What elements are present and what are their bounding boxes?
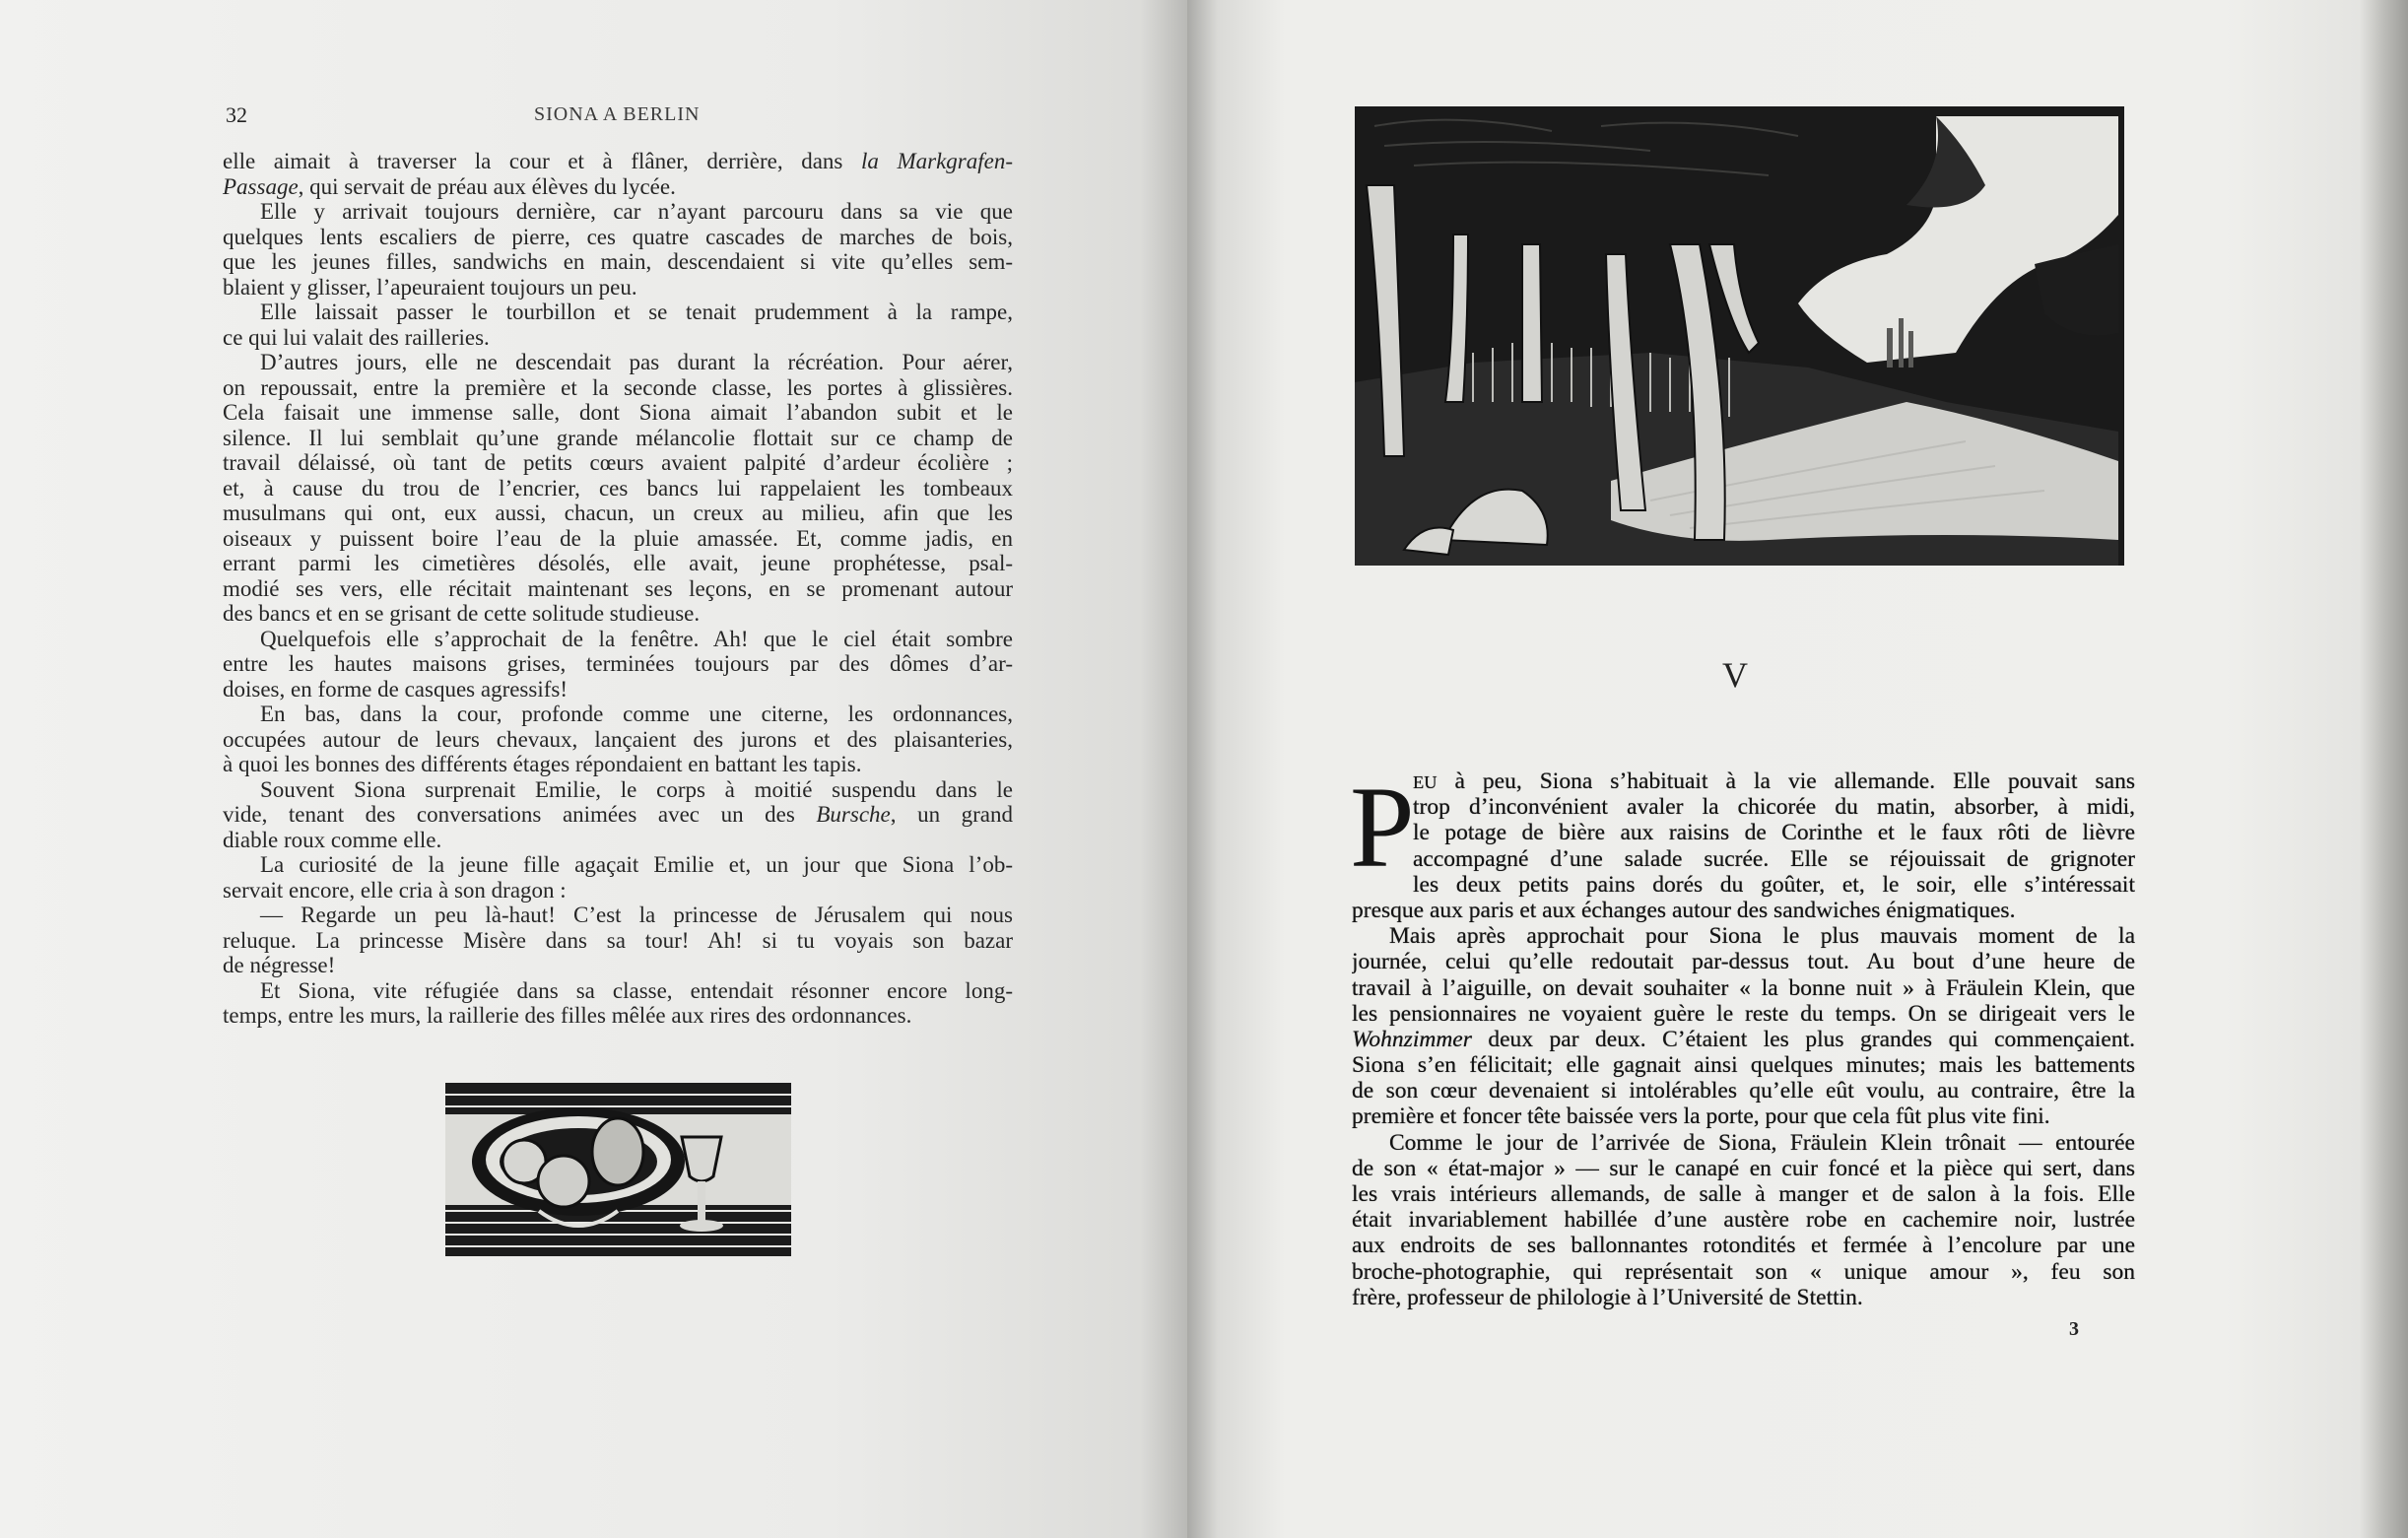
text-line xyxy=(223,627,1013,652)
text-line xyxy=(223,526,1013,552)
text-segment: Quelquefois elle s’approchait de la fenêtre. Ah! que le ciel était sombre xyxy=(260,626,1013,651)
text-segment: frère, professeur de philologie à l’Université de Stettin. xyxy=(1352,1284,1863,1310)
text-segment: broche-photographie, qui représentait son « unique amour », feu son xyxy=(1352,1258,2135,1285)
text-line xyxy=(223,476,1013,502)
text-segment: , qui servait de préau aux élèves du lycée. xyxy=(298,173,676,199)
text-segment: le potage de bière aux raisins de Corinthe et le faux rôti de lièvre xyxy=(1413,820,2135,846)
text-line xyxy=(223,903,1013,928)
text-segment: première et foncer tête baissée vers la porte, pour que cela fût plus vite fini. xyxy=(1352,1103,2050,1130)
text-line xyxy=(223,225,1013,250)
text-segment: Souvent Siona surprenait Emilie, le corps à moitié suspendu dans le xyxy=(260,776,1013,802)
text-segment: que les jeunes filles, sandwichs en main, descendaient si vite qu’elles sem- xyxy=(223,249,1013,274)
text-line xyxy=(223,325,1013,351)
text-segment: servait encore, elle cria à son dragon : xyxy=(223,877,567,903)
text-line xyxy=(223,928,1013,954)
text-segment: modié ses vers, elle récitait maintenant ses leçons, en se promenant autour xyxy=(223,575,1013,601)
right-page-body-text xyxy=(1350,763,2135,1310)
text-line xyxy=(223,878,1013,903)
text-line xyxy=(1352,1052,2135,1078)
text-line xyxy=(223,375,1013,401)
text-segment: Siona s’en félicitait; elle gagnait ainsi quelques minutes; mais les battements xyxy=(1352,1052,2135,1079)
text-segment: doises, en forme de casques agressifs! xyxy=(223,676,568,702)
text-segment: à quoi les bonnes des différents étages répondaient en battant les tapis. xyxy=(223,752,862,776)
text-line xyxy=(1352,898,2135,923)
text-segment: La curiosité de la jeune fille agaçait Emilie et, un jour que Siona l’ob- xyxy=(260,852,1013,877)
text-segment: journée, celui qu’elle redoutait par-dessus tout. Au bout d’une heure de xyxy=(1352,949,2135,975)
still-life-woodcut xyxy=(445,1083,791,1256)
text-line xyxy=(223,174,1013,200)
text-line xyxy=(1352,769,2135,794)
text-line xyxy=(223,199,1013,225)
text-line xyxy=(223,551,1013,576)
text-line xyxy=(1352,1001,2135,1027)
text-line xyxy=(1352,872,2135,898)
text-line xyxy=(1352,1156,2135,1181)
text-line xyxy=(1352,1027,2135,1052)
text-segment: était invariablement habillée d’une austère robe en cachemire noir, lustrée xyxy=(1352,1207,2135,1234)
text-segment: ce qui lui valait des railleries. xyxy=(223,324,490,350)
text-line xyxy=(223,777,1013,803)
text-line xyxy=(223,426,1013,451)
text-segment: diable roux comme elle. xyxy=(223,827,442,852)
text-segment: de son cœur devenaient si intolérables qu’elle eût voulu, au contraire, être la xyxy=(1352,1078,2135,1104)
running-head: SIONA A BERLIN xyxy=(534,103,701,125)
text-line xyxy=(1352,1259,2135,1285)
text-line xyxy=(1352,1233,2135,1258)
text-line xyxy=(1352,1181,2135,1207)
text-line xyxy=(1352,923,2135,949)
text-line xyxy=(223,852,1013,878)
text-segment: occupées autour de leurs chevaux, lançaient des jurons et des plaisanteries, xyxy=(223,726,1013,752)
text-segment: , un grand xyxy=(890,802,1013,827)
text-line xyxy=(223,450,1013,476)
text-segment: Et Siona, vite réfugiée dans sa classe, entendait résonner encore long- xyxy=(260,977,1013,1003)
text-line xyxy=(223,249,1013,275)
text-line xyxy=(1352,1285,2135,1310)
text-line xyxy=(223,978,1013,1004)
page-number: 32 xyxy=(226,102,247,127)
text-line xyxy=(1352,820,2135,845)
text-segment: temps, entre les murs, la raillerie des filles mêlée aux rires des ordonnances. xyxy=(223,1003,912,1028)
text-segment: Cela faisait une immense salle, dont Siona aimait l’abandon subit et le xyxy=(223,400,1013,425)
text-segment: les deux petits pains dorés du goûter, et, le soir, elle s’intéressait xyxy=(1413,871,2135,898)
italic-text: Wohnzimmer xyxy=(1352,1026,1472,1052)
text-segment: quelques lents escaliers de pierre, ces quatre cascades de marches de bois, xyxy=(223,224,1013,249)
text-segment: des bancs et en se grisant de cette solitude studieuse. xyxy=(223,601,701,626)
text-segment: et, à cause du trou de l’encrier, ces bancs lui rappelaient les tombeaux xyxy=(223,475,1013,501)
text-segment: deux par deux. C’étaient les plus grandes qui commençaient. xyxy=(1471,1026,2135,1052)
text-segment: accompagné d’une salade sucrée. Elle se réjouissait de grignoter xyxy=(1413,845,2135,872)
text-segment: travail à l’aiguille, on devait souhaiter « la bonne nuit » à Fräulein Klein, que xyxy=(1352,974,2135,1001)
text-segment: Elle y arrivait toujours dernière, car n’ayant parcouru dans sa vie que xyxy=(260,199,1013,224)
text-line xyxy=(1352,1078,2135,1103)
text-line xyxy=(223,501,1013,526)
text-segment: En bas, dans la cour, profonde comme une citerne, les ordonnances, xyxy=(260,702,1013,726)
text-segment: aux endroits de ses ballonnantes rotondités et fermée à l’encolure par une xyxy=(1352,1233,2135,1259)
text-line xyxy=(1352,794,2135,820)
text-segment: Mais après approchait pour Siona le plus mauvais moment de la xyxy=(1389,923,2135,950)
text-segment: de négresse! xyxy=(223,953,336,977)
text-segment: trop d’inconvénient avaler la chicorée du matin, absorber, à midi, xyxy=(1413,794,2135,821)
text-line xyxy=(223,400,1013,426)
text-line xyxy=(223,802,1013,828)
text-line xyxy=(223,828,1013,853)
text-line xyxy=(223,601,1013,627)
text-line xyxy=(223,752,1013,777)
text-segment: les pensionnaires ne voyaient guère le reste du temps. On se dirigeait vers le xyxy=(1352,1000,2135,1027)
text-segment: de son « état-major » — sur le canapé en cuir foncé et la pièce qui sert, dans xyxy=(1352,1155,2135,1181)
text-line xyxy=(223,702,1013,727)
text-segment: musulmans qui ont, eux aussi, chacun, un creux au milieu, afin que les xyxy=(223,501,1013,525)
text-line xyxy=(1352,846,2135,872)
text-line xyxy=(223,953,1013,978)
text-line xyxy=(223,727,1013,753)
text-line xyxy=(223,576,1013,602)
text-line xyxy=(1352,1103,2135,1129)
landscape-woodcut xyxy=(1355,106,2124,566)
page-number: 3 xyxy=(2069,1318,2079,1340)
text-line xyxy=(1352,1207,2135,1233)
text-segment: errant parmi les cimetières désolés, elle avait, jeune prophétesse, psal- xyxy=(223,551,1013,575)
text-line xyxy=(223,677,1013,702)
text-line xyxy=(1352,975,2135,1001)
text-segment: Elle laissait passer le tourbillon et se tenait prudemment à la rampe, xyxy=(260,300,1013,324)
text-line xyxy=(223,350,1013,375)
text-segment: silence. Il lui semblait qu’une grande mélancolie flottait sur ce champ de xyxy=(223,425,1013,450)
text-segment: Comme le jour de l’arrivée de Siona, Fräulein Klein trônait — entourée xyxy=(1389,1129,2135,1156)
text-segment: les vrais intérieurs allemands, de salle à manger et de salon à la fois. Elle xyxy=(1352,1181,2135,1207)
chapter-number: V xyxy=(1722,655,1748,695)
text-line xyxy=(223,300,1013,325)
text-segment: reluque. La princesse Misère dans sa tour! Ah! si tu voyais son bazar xyxy=(223,927,1013,953)
italic-text: la Markgrafen- xyxy=(860,149,1013,173)
italic-text: Bursche xyxy=(816,802,891,827)
text-line xyxy=(223,651,1013,677)
text-segment: oiseaux y puissent boire l’eau de la pluie amassée. Et, comme jadis, en xyxy=(223,525,1013,551)
left-page-body-text xyxy=(223,149,1013,1029)
text-line xyxy=(223,149,1013,174)
text-segment: vide, tenant des conversations animées avec un des xyxy=(223,802,817,827)
text-segment: entre les hautes maisons grises, terminées toujours par des dômes d’ar- xyxy=(223,651,1013,676)
text-line xyxy=(223,275,1013,301)
drop-cap: P xyxy=(1350,763,1415,892)
text-segment: presque aux paris et aux échanges autour des sandwiches énigmatiques. xyxy=(1352,897,2016,923)
text-line xyxy=(1352,1130,2135,1156)
text-segment: D’autres jours, elle ne descendait pas durant la récréation. Pour aérer, xyxy=(260,350,1013,374)
text-line xyxy=(1352,949,2135,974)
italic-text: Passage xyxy=(223,173,299,199)
text-segment: à peu, Siona s’habituait à la vie allemande. Elle pouvait sans xyxy=(1437,769,2135,794)
text-segment: on repoussait, entre la première et la seconde classe, les portes à glissières. xyxy=(223,374,1013,400)
text-segment: — Regarde un peu là-haut! C’est la princesse de Jérusalem qui nous xyxy=(260,903,1013,927)
text-segment: elle aimait à traverser la cour et à flâner, derrière, dans xyxy=(223,149,861,173)
text-line xyxy=(223,1003,1013,1029)
drop-cap-continuation: EU xyxy=(1413,772,1438,792)
text-segment: blaient y glisser, l’apeuraient toujours un peu. xyxy=(223,274,637,300)
text-segment: travail délaissé, où tant de petits cœurs avaient palpité d’ardeur écolière ; xyxy=(223,450,1013,475)
